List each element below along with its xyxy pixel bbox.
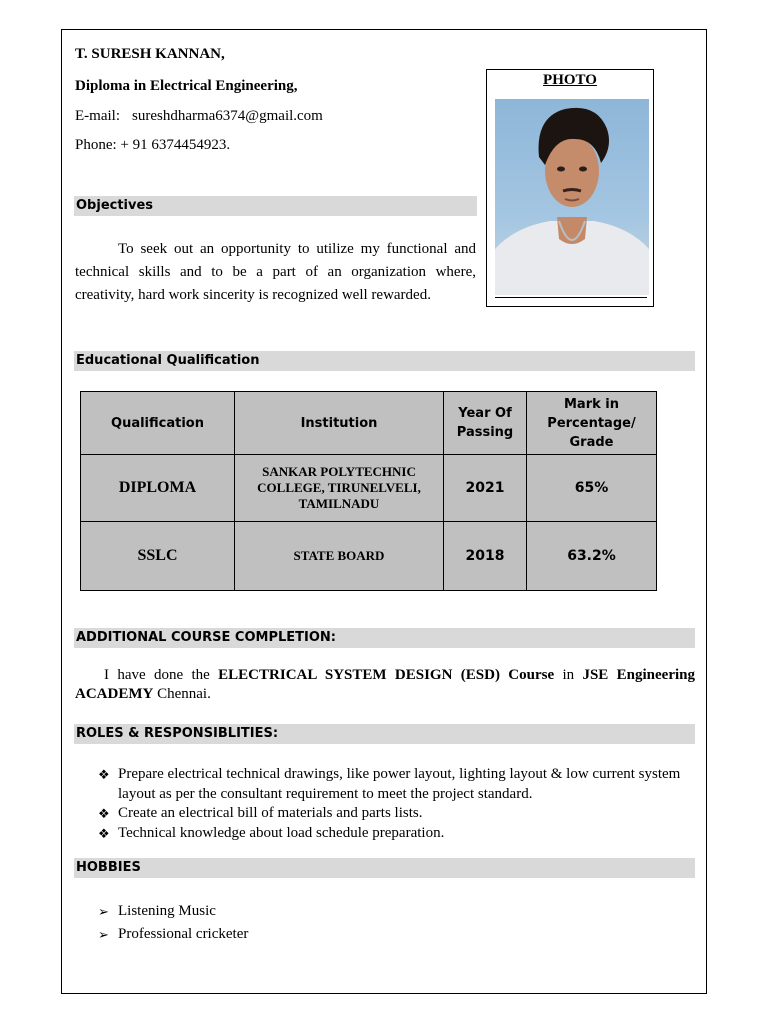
column-header-qualification: Qualification <box>81 392 235 455</box>
arrow-bullet-icon: ➢ <box>98 927 109 942</box>
email-line <box>75 108 323 125</box>
objectives-heading: Objectives <box>74 196 477 216</box>
additional-text-part: I have done the <box>104 667 210 683</box>
cell-institution: SANKAR POLYTECHNIC COLLEGE, TIRUNELVELI, TAMILNADU <box>235 455 444 522</box>
additional-course-text <box>75 666 695 704</box>
list-item-text: Create an electrical bill of materials and parts lists. <box>118 805 423 821</box>
email-address: sureshdharma6374@gmail.com <box>132 108 323 124</box>
list-item <box>98 765 696 804</box>
list-item <box>98 824 696 844</box>
diamond-bullet-icon: ❖ <box>98 767 110 782</box>
list-item-text: Prepare electrical technical drawings, like power layout, lighting layout & low current system layout as per the consultant requirement to meet the project standard. <box>118 766 681 802</box>
column-header-year: Year Of Passing <box>444 392 527 455</box>
cell-mark: 65% <box>527 455 657 522</box>
additional-course-heading: ADDITIONAL COURSE COMPLETION: <box>74 628 695 648</box>
profile-photo-illustration <box>495 99 649 295</box>
roles-heading: ROLES & RESPONSIBLITIES: <box>74 724 695 744</box>
table-row <box>81 455 657 522</box>
email-label: E-mail: <box>75 108 120 124</box>
cell-qualification: DIPLOMA <box>81 455 235 522</box>
column-header-mark: Mark in Percentage/ Grade <box>527 392 657 455</box>
table-header-row <box>81 392 657 455</box>
hobbies-heading: HOBBIES <box>74 858 695 878</box>
hobbies-list <box>98 900 248 946</box>
cell-qualification: SSLC <box>81 522 235 591</box>
column-header-institution: Institution <box>235 392 444 455</box>
diamond-bullet-icon: ❖ <box>98 825 110 841</box>
cell-institution: STATE BOARD <box>235 522 444 591</box>
objectives-text: To seek out an opportunity to utilize my functional and technical skills and to be a part of an organization where, creativity, hard work sincerity is recognized well rewarded. <box>75 241 476 303</box>
phone-line: Phone: + 91 6374454923. <box>75 137 231 153</box>
photo-box <box>486 69 654 307</box>
arrow-bullet-icon: ➢ <box>98 904 109 919</box>
education-table <box>80 391 657 591</box>
resume-page <box>61 29 707 994</box>
roles-list <box>98 765 696 843</box>
candidate-name: T. SURESH KANNAN, <box>75 46 225 62</box>
academy-name: JSE Engineering ACADEMY <box>75 667 695 702</box>
diamond-bullet-icon: ❖ <box>98 806 110 821</box>
list-item-text: Professional cricketer <box>118 926 249 942</box>
list-item-text: Listening Music <box>118 903 216 919</box>
additional-text-part: Chennai. <box>157 686 211 702</box>
education-heading: Educational Qualification <box>74 351 695 371</box>
cell-year: 2018 <box>444 522 527 591</box>
list-item <box>98 804 696 824</box>
cell-mark: 63.2% <box>527 522 657 591</box>
profile-photo <box>495 99 649 295</box>
cell-year: 2021 <box>444 455 527 522</box>
list-item <box>98 900 248 923</box>
photo-underline <box>495 297 647 298</box>
table-row <box>81 522 657 591</box>
photo-label: PHOTO <box>543 72 597 88</box>
additional-text-part: in <box>562 667 575 683</box>
list-item-text: Technical knowledge about load schedule preparation. <box>118 824 445 841</box>
candidate-degree: Diploma in Electrical Engineering, <box>75 78 298 94</box>
list-item <box>98 923 248 946</box>
course-name: ELECTRICAL SYSTEM DESIGN (ESD) Course <box>218 667 555 683</box>
